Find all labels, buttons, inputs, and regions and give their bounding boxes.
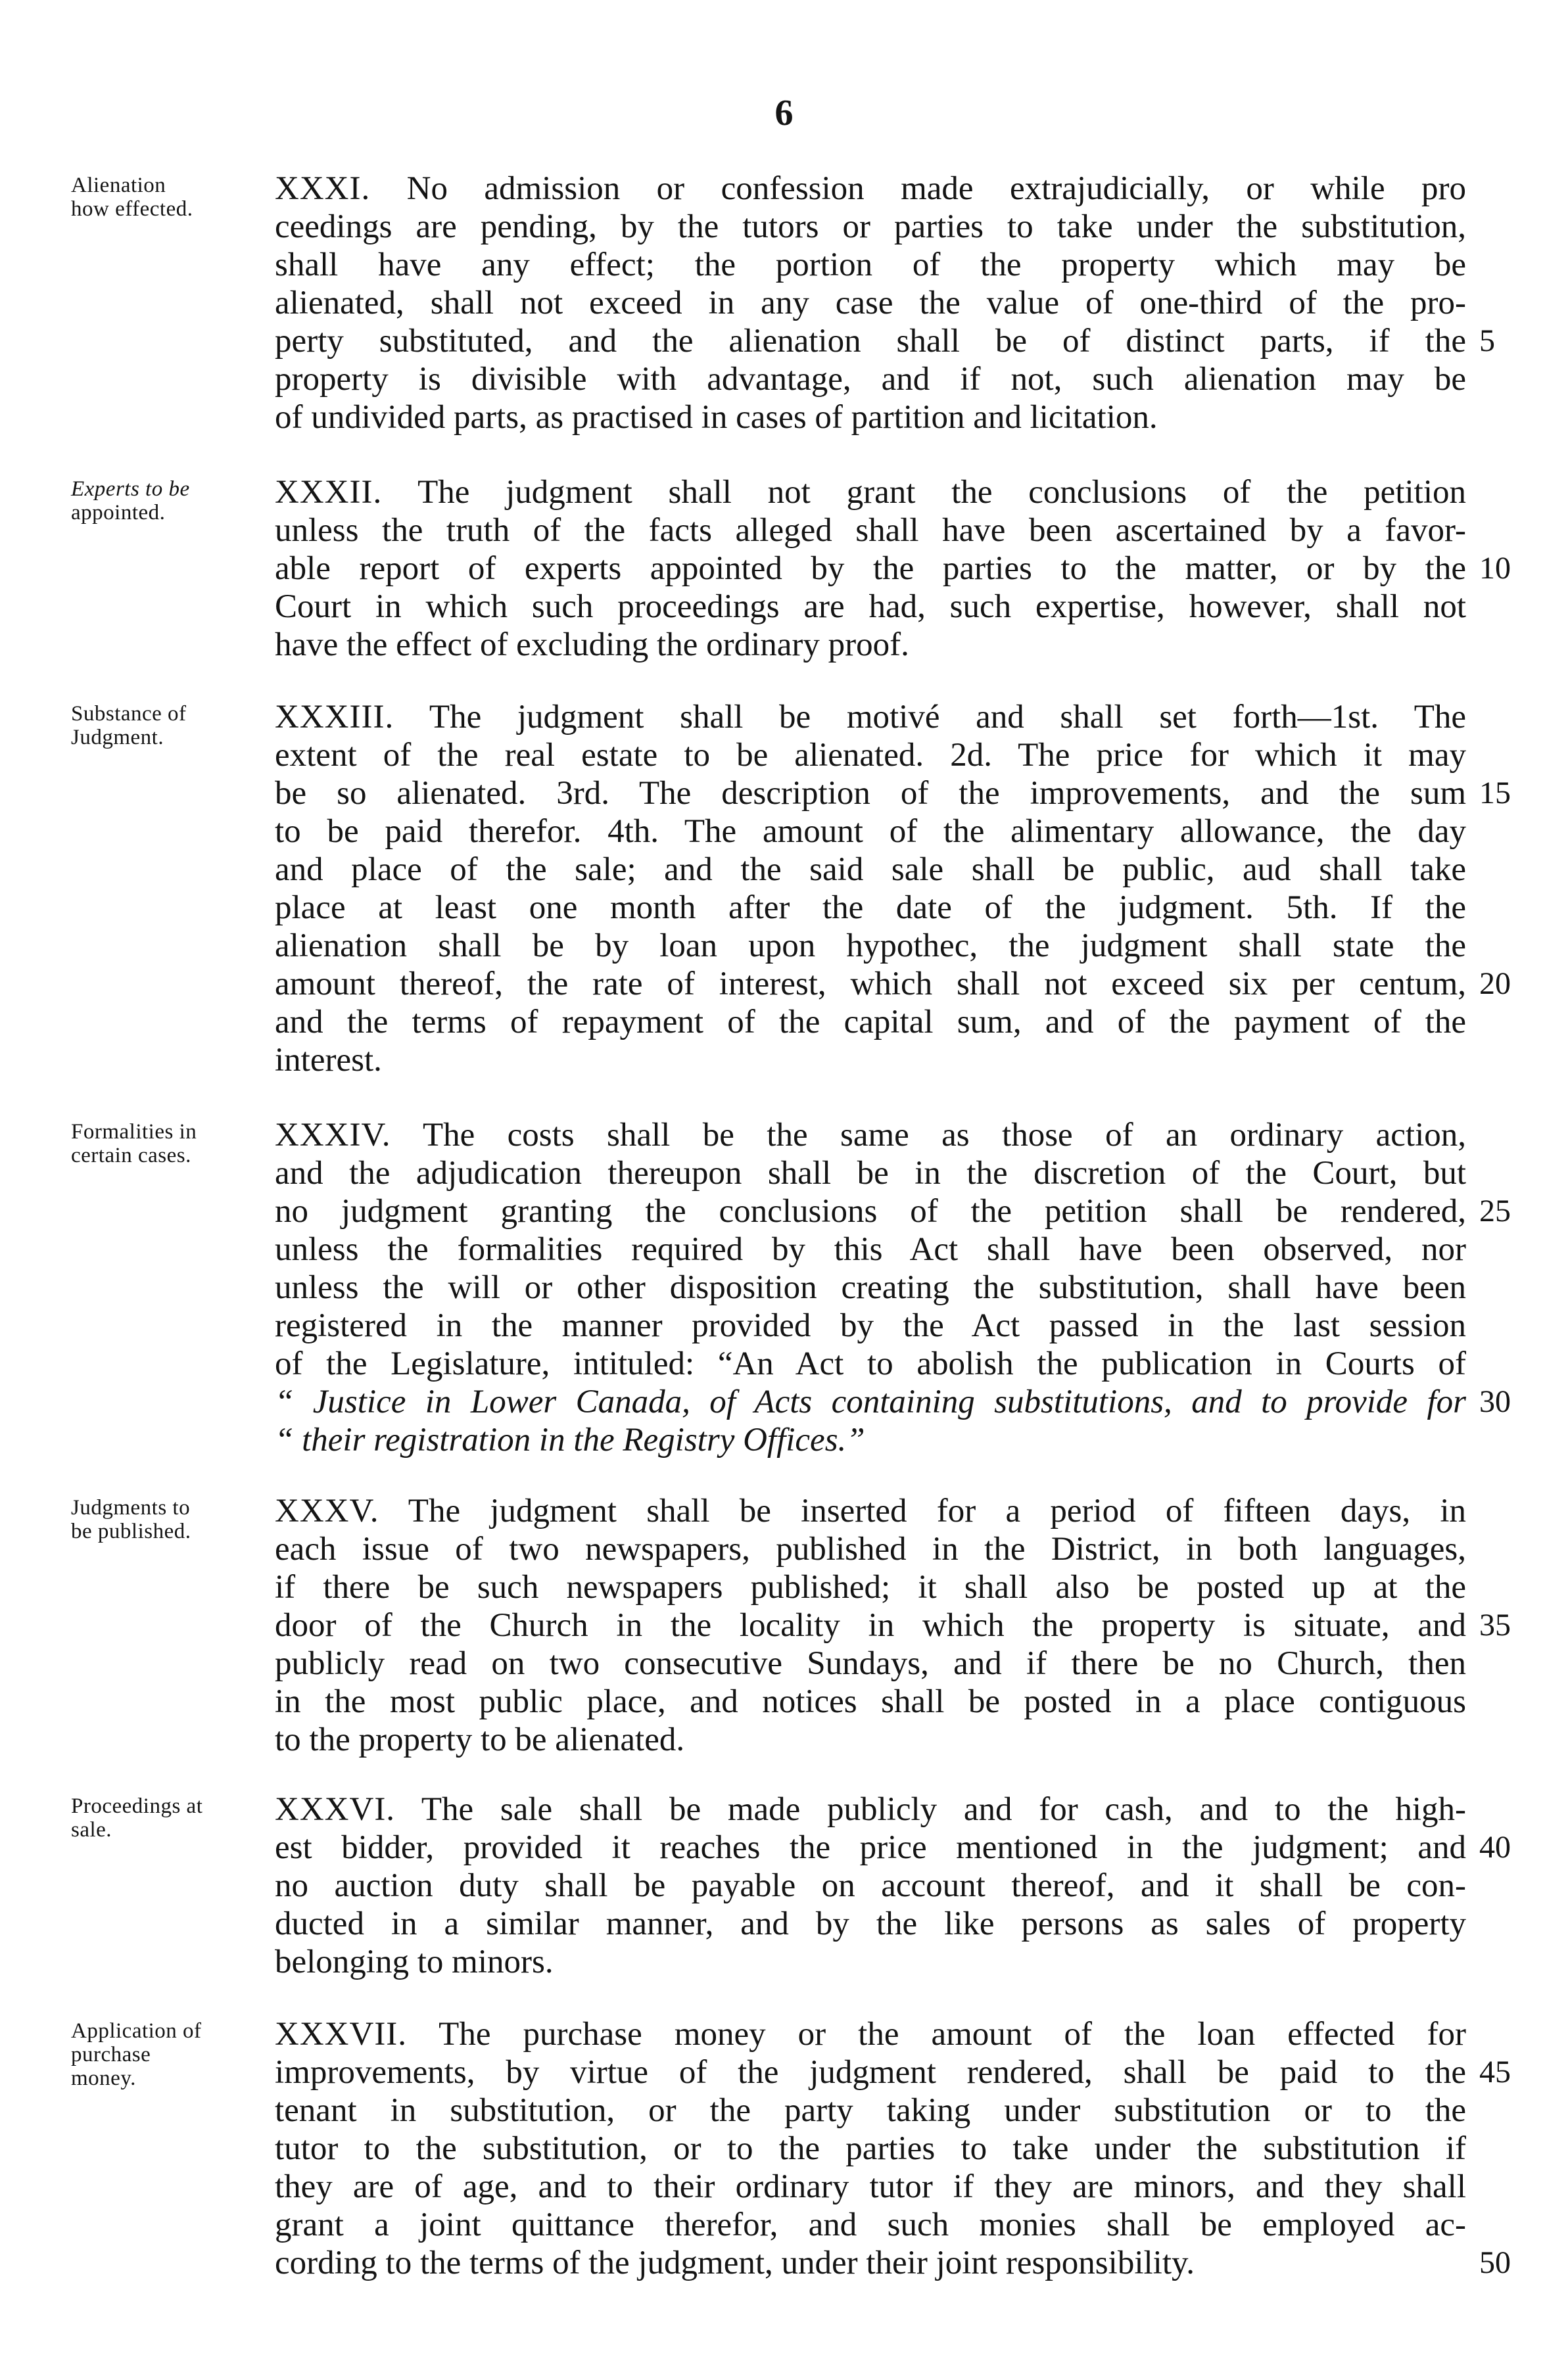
text-line: no judgment granting the conclusions of the petition shall be rendered, (275, 1193, 1466, 1230)
line-number: 35 (1479, 1608, 1511, 1643)
section-number: XXXVI. (275, 1791, 396, 1828)
text-line: alienated, shall not exceed in any case the value of one-third of the pro- (275, 285, 1466, 321)
margin-note-line: Alienation (71, 174, 166, 197)
text-line: and the adjudication thereupon shall be in the discretion of the Court, but (275, 1155, 1466, 1192)
line-number: 30 (1479, 1384, 1511, 1419)
section-number: XXXV. (275, 1493, 379, 1529)
margin-note-line: Substance of (71, 702, 187, 726)
text-line: no auction duty shall be payable on account thereof, and it shall be con- (275, 1867, 1466, 1904)
text-line: to be paid therefor. 4th. The amount of the alimentary allowance, the day (275, 813, 1466, 850)
line-number: 15 (1479, 776, 1511, 810)
section-number: XXXIV. (275, 1117, 391, 1154)
line-number: 45 (1479, 2055, 1511, 2089)
text-line: ceedings are pending, by the tutors or parties to take under the substitution, (275, 208, 1466, 245)
text-line: est bidder, provided it reaches the price mentioned in the judgment; and (275, 1829, 1466, 1866)
text-line: shall have any effect; the portion of the property which may be (275, 246, 1466, 283)
margin-note-line: be published. (71, 1520, 191, 1543)
margin-note (71, 1120, 268, 1167)
margin-note (71, 2019, 268, 2090)
text-line: of the Legislature, intituled: “An Act to abolish the publication in Courts of (275, 1345, 1466, 1382)
text-line: “ their registration in the Registry Offices.” (275, 1422, 865, 1458)
section-number: XXXII. (275, 474, 383, 511)
text-line: each issue of two newspapers, published in the District, in both languages, (275, 1531, 1466, 1568)
text-line: registered in the manner provided by the Act passed in the last session (275, 1307, 1466, 1344)
section-number: XXXIII. (275, 699, 394, 735)
section-body (275, 170, 1466, 436)
text-line: grant a joint quittance therefor, and such monies shall be employed ac- (275, 2206, 1466, 2243)
page-number: 6 (774, 93, 794, 133)
text-line: of undivided parts, as practised in cases of partition and licitation. (275, 399, 1158, 436)
text-line: unless the formalities required by this Act shall have been observed, nor (275, 1231, 1466, 1268)
margin-note-line: sale. (71, 1818, 112, 1842)
margin-note-line: appointed. (71, 501, 166, 525)
text-line: interest. (275, 1042, 382, 1079)
text-line: XXXIV. The costs shall be the same as those of an ordinary action, (275, 1117, 1466, 1154)
margin-note-line: how effected. (71, 197, 193, 221)
text-line: extent of the real estate to be alienated. 2d. The price for which it may (275, 737, 1466, 774)
text-line: amount thereof, the rate of interest, which shall not exceed six per centum, (275, 966, 1466, 1002)
text-line: improvements, by virtue of the judgment rendered, shall be paid to the (275, 2054, 1466, 2091)
margin-note (71, 1496, 268, 1543)
text-line: door of the Church in the locality in which the property is situate, and (275, 1607, 1466, 1644)
text-line: XXXII. The judgment shall not grant the conclusions of the petition (275, 474, 1466, 511)
text-line: XXXIII. The judgment shall be motivé and shall set forth—1st. The (275, 699, 1466, 735)
text-line: in the most public place, and notices shall be posted in a place contiguous (275, 1683, 1466, 1720)
text-line: XXXI. No admission or confession made extrajudicially, or while pro (275, 170, 1466, 207)
text-line: belonging to minors. (275, 1944, 554, 1980)
line-number: 40 (1479, 1830, 1511, 1865)
margin-note (71, 477, 268, 525)
margin-note-line: certain cases. (71, 1144, 191, 1167)
section-body (275, 1116, 1466, 1459)
margin-note-line: Experts to be (71, 477, 190, 501)
text-line: and the terms of repayment of the capital sum, and of the payment of the (275, 1004, 1466, 1040)
margin-note (71, 174, 268, 221)
line-number: 20 (1479, 966, 1511, 1001)
section-body (275, 698, 1466, 1079)
margin-note-line: purchase (71, 2043, 151, 2066)
section-body (275, 1790, 1466, 1981)
margin-note (71, 702, 268, 749)
text-line: XXXVII. The purchase money or the amount of the loan effected for (275, 2016, 1466, 2053)
margin-note-line: Proceedings at (71, 1794, 203, 1818)
text-line: tutor to the substitution, or to the parties to take under the substitution if (275, 2130, 1466, 2167)
text-line: and place of the sale; and the said sale shall be public, aud shall take (275, 851, 1466, 888)
text-line: publicly read on two consecutive Sundays, and if there be no Church, then (275, 1645, 1466, 1682)
margin-note-line: Judgment. (71, 726, 164, 749)
margin-note-line: money. (71, 2066, 136, 2090)
text-line: cording to the terms of the judgment, under their joint responsibility. (275, 2245, 1195, 2281)
text-line: place at least one month after the date of the judgment. 5th. If the (275, 889, 1466, 926)
section-number: XXXVII. (275, 2016, 408, 2053)
text-line: perty substituted, and the alienation shall be of distinct parts, if the (275, 323, 1466, 360)
section-body (275, 473, 1466, 664)
section-body (275, 1492, 1466, 1759)
line-number: 5 (1479, 323, 1495, 358)
text-line: if there be such newspapers published; it shall also be posted up at the (275, 1569, 1466, 1606)
text-line: alienation shall be by loan upon hypothec, the judgment shall state the (275, 927, 1466, 964)
margin-note-line: Formalities in (71, 1120, 197, 1144)
text-line: unless the will or other disposition creating the substitution, shall have been (275, 1269, 1466, 1306)
text-line: be so alienated. 3rd. The description of the improvements, and the sum (275, 775, 1466, 812)
text-line: XXXV. The judgment shall be inserted for a period of fifteen days, in (275, 1493, 1466, 1529)
text-line: property is divisible with advantage, and if not, such alienation may be (275, 361, 1466, 398)
margin-note-line: Judgments to (71, 1496, 191, 1520)
text-line: XXXVI. The sale shall be made publicly and for cash, and to the high- (275, 1791, 1466, 1828)
text-line: able report of experts appointed by the parties to the matter, or by the (275, 550, 1466, 587)
line-number: 25 (1479, 1194, 1511, 1228)
text-line: Court in which such proceedings are had, such expertise, however, shall not (275, 588, 1466, 625)
margin-note-line: Application of (71, 2019, 202, 2043)
text-line: they are of age, and to their ordinary tutor if they are minors, and they shall (275, 2168, 1466, 2205)
line-number: 10 (1479, 551, 1511, 586)
margin-note (71, 1794, 268, 1842)
section-number: XXXI. (275, 170, 371, 207)
text-line: ducted in a similar manner, and by the like persons as sales of property (275, 1905, 1466, 1942)
text-line: “ Justice in Lower Canada, of Acts containing substitutions, and to provide for (275, 1384, 1466, 1420)
text-line: unless the truth of the facts alleged shall have been ascertained by a favor- (275, 512, 1466, 549)
line-number: 50 (1479, 2245, 1511, 2280)
text-line: tenant in substitution, or the party taking under substitution or to the (275, 2092, 1466, 2129)
text-line: have the effect of excluding the ordinary proof. (275, 626, 909, 663)
section-body (275, 2015, 1466, 2282)
text-line: to the property to be alienated. (275, 1721, 685, 1758)
